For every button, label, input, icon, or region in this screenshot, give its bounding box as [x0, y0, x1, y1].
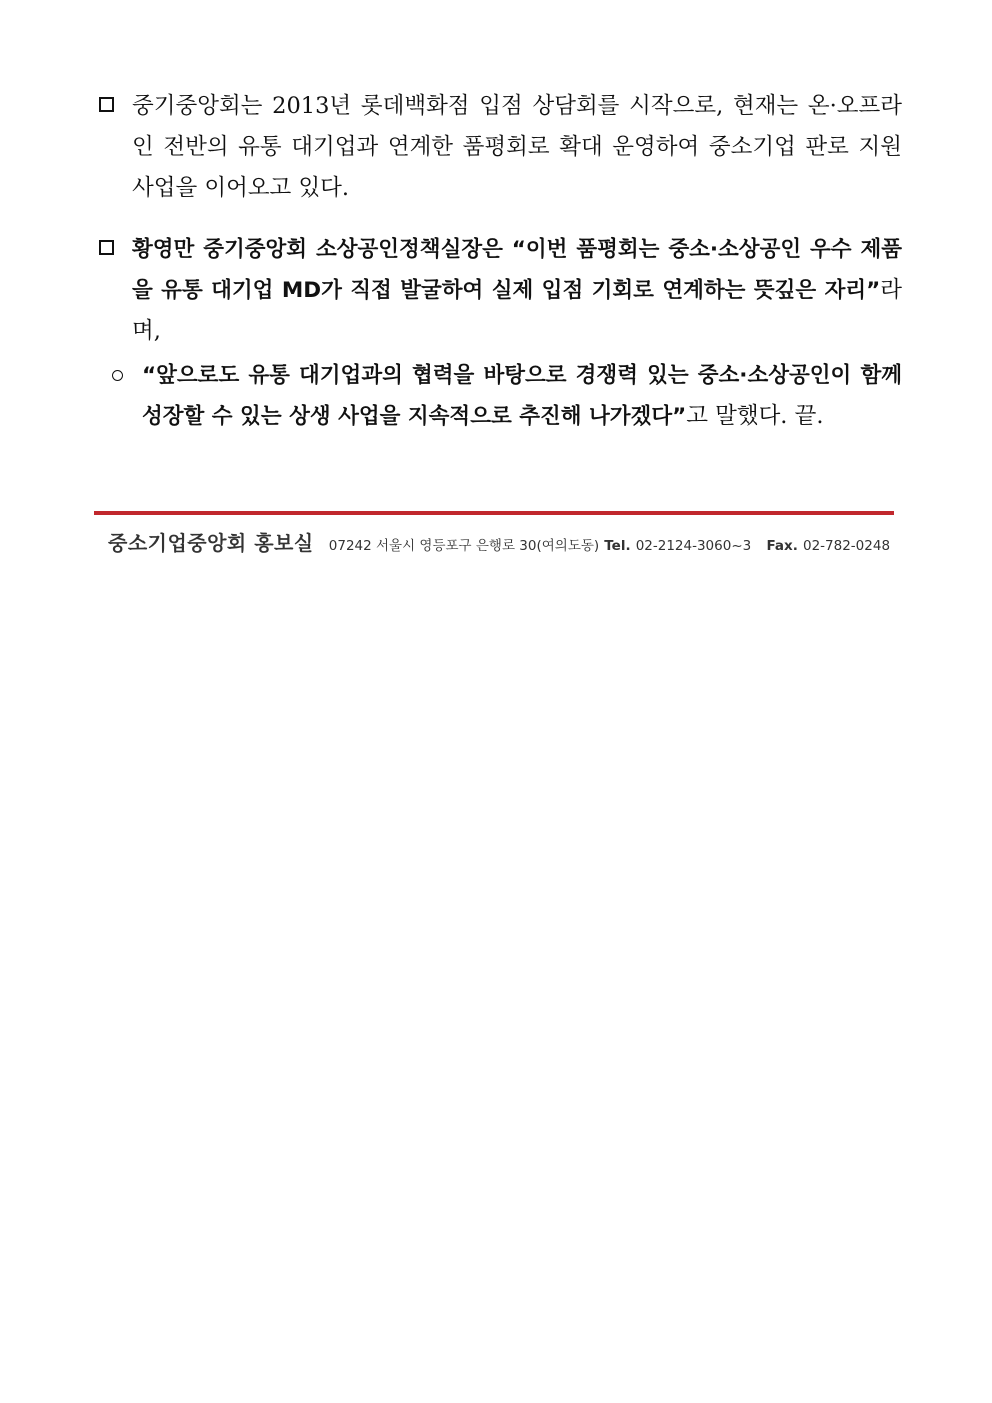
- paragraph-1-text: 중기중앙회는 2013년 롯데백화점 입점 상담회를 시작으로, 현재는 온·오프라인 전반의 유통 대기업과 연계한 품평회로 확대 운영하여 중소기업 판로 지원 사업을 이어오고 있다.: [132, 93, 902, 201]
- footer-address: 07242 서울시 영등포구 은행로 30(여의도동): [328, 538, 600, 554]
- paragraph-2-text: [132, 229, 902, 352]
- footer-divider: [94, 511, 894, 515]
- footer-tel-label: Tel.: [604, 538, 631, 554]
- quote-tail-text: 라며,: [132, 277, 902, 344]
- paragraph-2: [96, 229, 902, 352]
- paragraph-3-text: [142, 355, 902, 437]
- quote-bold-text: 황영만 중기중앙회 소상공인정책실장은 “이번 품평회는 중소·소상공인 우수 제품을 유통 대기업 MD가 직접 발굴하여 실제 입점 기회로 연계하는 뜻깊은 자리”: [132, 237, 902, 303]
- footer-tel: 02-2124-3060~3: [635, 538, 752, 554]
- paragraph-1: [96, 86, 902, 209]
- footer-fax: 02-782-0248: [802, 538, 891, 554]
- footer-fax-label: Fax.: [766, 538, 798, 554]
- footer: [108, 527, 898, 556]
- footer-org-name: 중소기업중앙회 홍보실: [108, 531, 314, 555]
- quote-tail-text: 고 말했다. 끝.: [686, 403, 824, 429]
- quote-bold-text: “앞으로도 유통 대기업과의 협력을 바탕으로 경쟁력 있는 중소·소상공인이 함께 성장할 수 있는 상생 사업을 지속적으로 추진해 나가겠다”: [142, 363, 902, 429]
- paragraph-3: [108, 355, 902, 437]
